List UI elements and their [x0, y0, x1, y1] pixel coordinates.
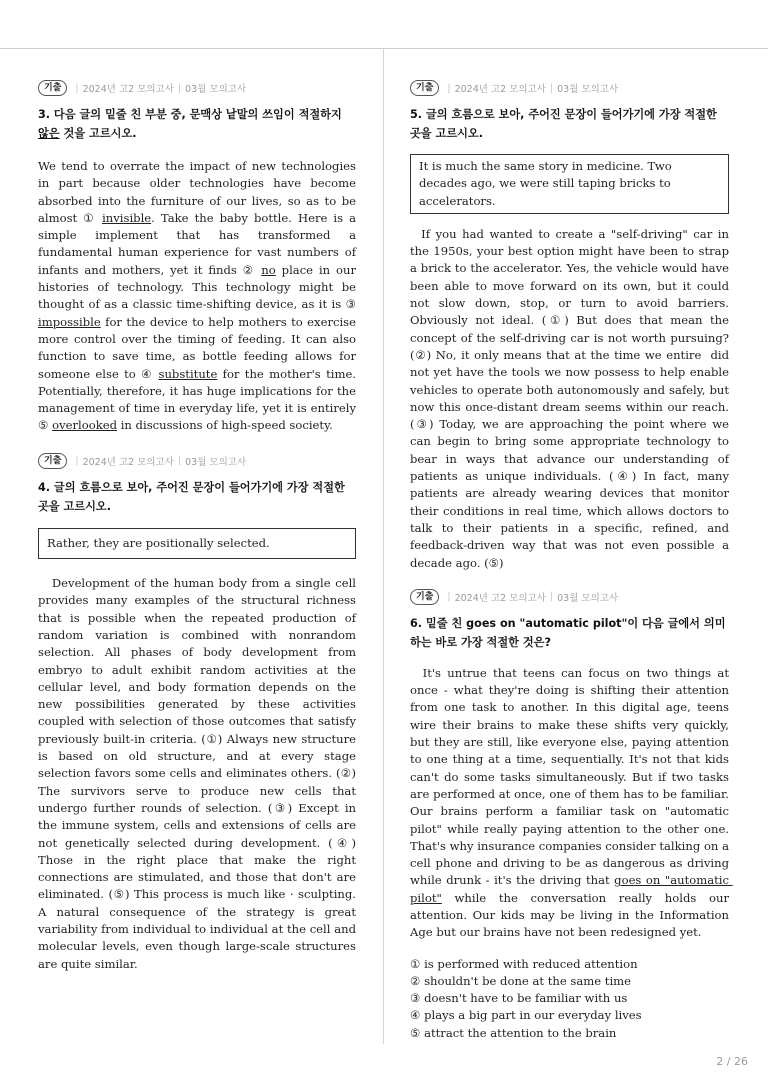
question-4-tag: 기출 | 2024년 고2 모의고사 | 03월 모의고사: [38, 453, 356, 469]
question-5-tag: 기출 | 2024년 고2 모의고사 | 03월 모의고사: [410, 80, 729, 96]
answer-options: [410, 956, 729, 1042]
given-sentence-box: Rather, they are positionally selected.: [38, 528, 356, 559]
exam-month: 03월 모의고사: [557, 592, 619, 604]
badge: 기출: [410, 589, 439, 605]
question-3: [38, 80, 356, 435]
right-column: [410, 80, 733, 1042]
exam-year: 2024년 고2 모의고사: [454, 592, 546, 604]
underlined-word: invisible: [102, 210, 152, 225]
question-3-passage: We tend to overrate the impact of new technologies in part because older technologies have become absorbed into the furniture of our lives, so as to be almost ① invisible. Take the baby bottle. Here is a simple implement that has transformed a fundamental human experience for vast numbers of infants and mothers, yet it finds ② no place in our histories of technology. This technology might be thought of as a classic time-shifting device, as it is ③ impossible for the device to help mothers to exercise more control over the timing of feeding. It can also function to save time, as bottle feeding allows for someone else to ④ substitute for the mother's time. Potentially, therefore, it has huge implications for the management of time in everyday life, yet it is entirely ⑤ overlooked in discussions of high-speed society.: [38, 159, 357, 433]
underlined-word: substitute: [158, 366, 218, 381]
question-6-passage: It's untrue that teens can focus on two things at once - what they're doing is shifting their attention from one task to another. In this digital age, teens wire their brains to make these shifts very quickly, but they are still, like everyone else, paying attention to one thing at a time, sequentially. It's not that kids can't do some tasks simultaneously. But if two tasks are performed at once, one of them has to be familiar. Our brains perform a familiar task on "automatic pilot" while really paying attention to the other one. That's why insurance companies consider talking on a cell phone and driving to be as dangerous as driving while drunk - it's the driving that goes on "automatic pilot" while the conversation really holds our attention. Our kids may be living in the Information Age but our brains have not been redesigned yet.: [410, 665, 733, 940]
question-3-tag: 기출 | 2024년 고2 모의고사 | 03월 모의고사: [38, 80, 356, 96]
badge: 기출: [38, 80, 67, 96]
underlined-word: impossible: [38, 314, 101, 329]
column-divider: [383, 49, 384, 1044]
question-5: [410, 80, 733, 572]
exam-year: 2024년 고2 모의고사: [82, 84, 174, 95]
option-2[interactable]: ② shouldn't be done at the same time: [410, 973, 632, 988]
page-number: 2 / 26: [716, 1055, 748, 1068]
exam-month: 03월 모의고사: [185, 456, 247, 468]
question-6-title: 6. 밑줄 친 goes on "automatic pilot"이 다음 글에서 의미하는 바로 가장 적절한 것은?: [410, 616, 726, 649]
underlined-word: overlooked: [52, 418, 118, 433]
exam-month: 03월 모의고사: [557, 84, 619, 95]
question-6-tag: 기출 | 2024년 고2 모의고사 | 03월 모의고사: [410, 589, 729, 605]
question-4-passage: Development of the human body from a single cell provides many examples of the structural richness that is possible when the repeated production of random variation is combined with nonrandom selection. All phases of body development from embryo to adult exhibit random activities at the cellular level, and body formation depends on the new possibilities generated by these activities coupled with selection of those outcomes that satisfy previously built-in criteria. (①) Always new structure is based on old structure, and at every stage selection favors some cells and eliminates others. (②) The survivors serve to produce new cells that undergo further rounds of selection. (③) Except in the immune system, cells and extensions of cells are not genetically selected during development. (④) Those in the right place that make the right connections are stimulated, and those that don't are eliminated. (⑤) This process is much like · sculpting. A natural consequence of the strategy is great variability from individual to individual at the cell and molecular levels, even though large-scale structures are quite similar.: [38, 576, 360, 971]
exam-year: 2024년 고2 모의고사: [454, 84, 546, 95]
option-4[interactable]: ④ plays a big part in our everyday lives: [410, 1008, 642, 1023]
option-3[interactable]: ③ doesn't have to be familiar with us: [410, 991, 628, 1006]
option-5[interactable]: ⑤ attract the attention to the brain: [410, 1025, 617, 1040]
option-1[interactable]: ① is performed with reduced attention: [410, 956, 638, 971]
badge: 기출: [38, 453, 67, 469]
question-5-title: 5. 글의 흐름으로 보아, 주어진 문장이 들어가기에 가장 적절한 곳을 고르시오.: [410, 108, 717, 140]
header-rule: [0, 48, 768, 49]
question-5-passage: If you had wanted to create a "self-driving" car in the 1950s, your best option might have been to strap a brick to the accelerator. Yes, the vehicle would have been able to move forward on its own, but it could not slow down, stop, or turn to avoid barriers. Obviously not ideal. (①) But does that mean the concept of the self-driving car is not worth pursuing? (②) No, it only means that at the time we entire did not yet have the tools we now possess to help enable vehicles to operate both autonomously and safely, but now this once-distant dream seems within our reach. (③) Today, we are approaching the point where we can begin to bring some appropriate technology to bear in ways that advance our understanding of patients as unique individuals. (④) In fact, many patients are already wearing devices that monitor their conditions in real time, which allows doctors to talk to their patients in a specific, refined, and feedback-driven way that was not even possible a decade ago. (⑤): [410, 226, 733, 570]
underlined-word: no: [261, 262, 276, 277]
underlined-phrase: goes on "automatic pilot": [410, 873, 733, 905]
exam-month: 03월 모의고사: [185, 84, 247, 95]
given-sentence-box: It is much the same story in medicine. Two decades ago, we were still taping bricks to accelerators.: [410, 154, 729, 214]
question-3-title: 3. 다음 글의 밑줄 친 부분 중, 문맥상 낱말의 쓰임이 적절하지 않은 것을 고르시오.: [38, 108, 342, 140]
left-column: [38, 80, 360, 973]
question-4-title: 4. 글의 흐름으로 보아, 주어진 문장이 들어가기에 가장 적절한 곳을 고르시오.: [38, 480, 345, 513]
badge: 기출: [410, 80, 439, 96]
question-6: [410, 589, 733, 1042]
exam-year: 2024년 고2 모의고사: [82, 456, 174, 468]
question-4: [38, 453, 360, 973]
